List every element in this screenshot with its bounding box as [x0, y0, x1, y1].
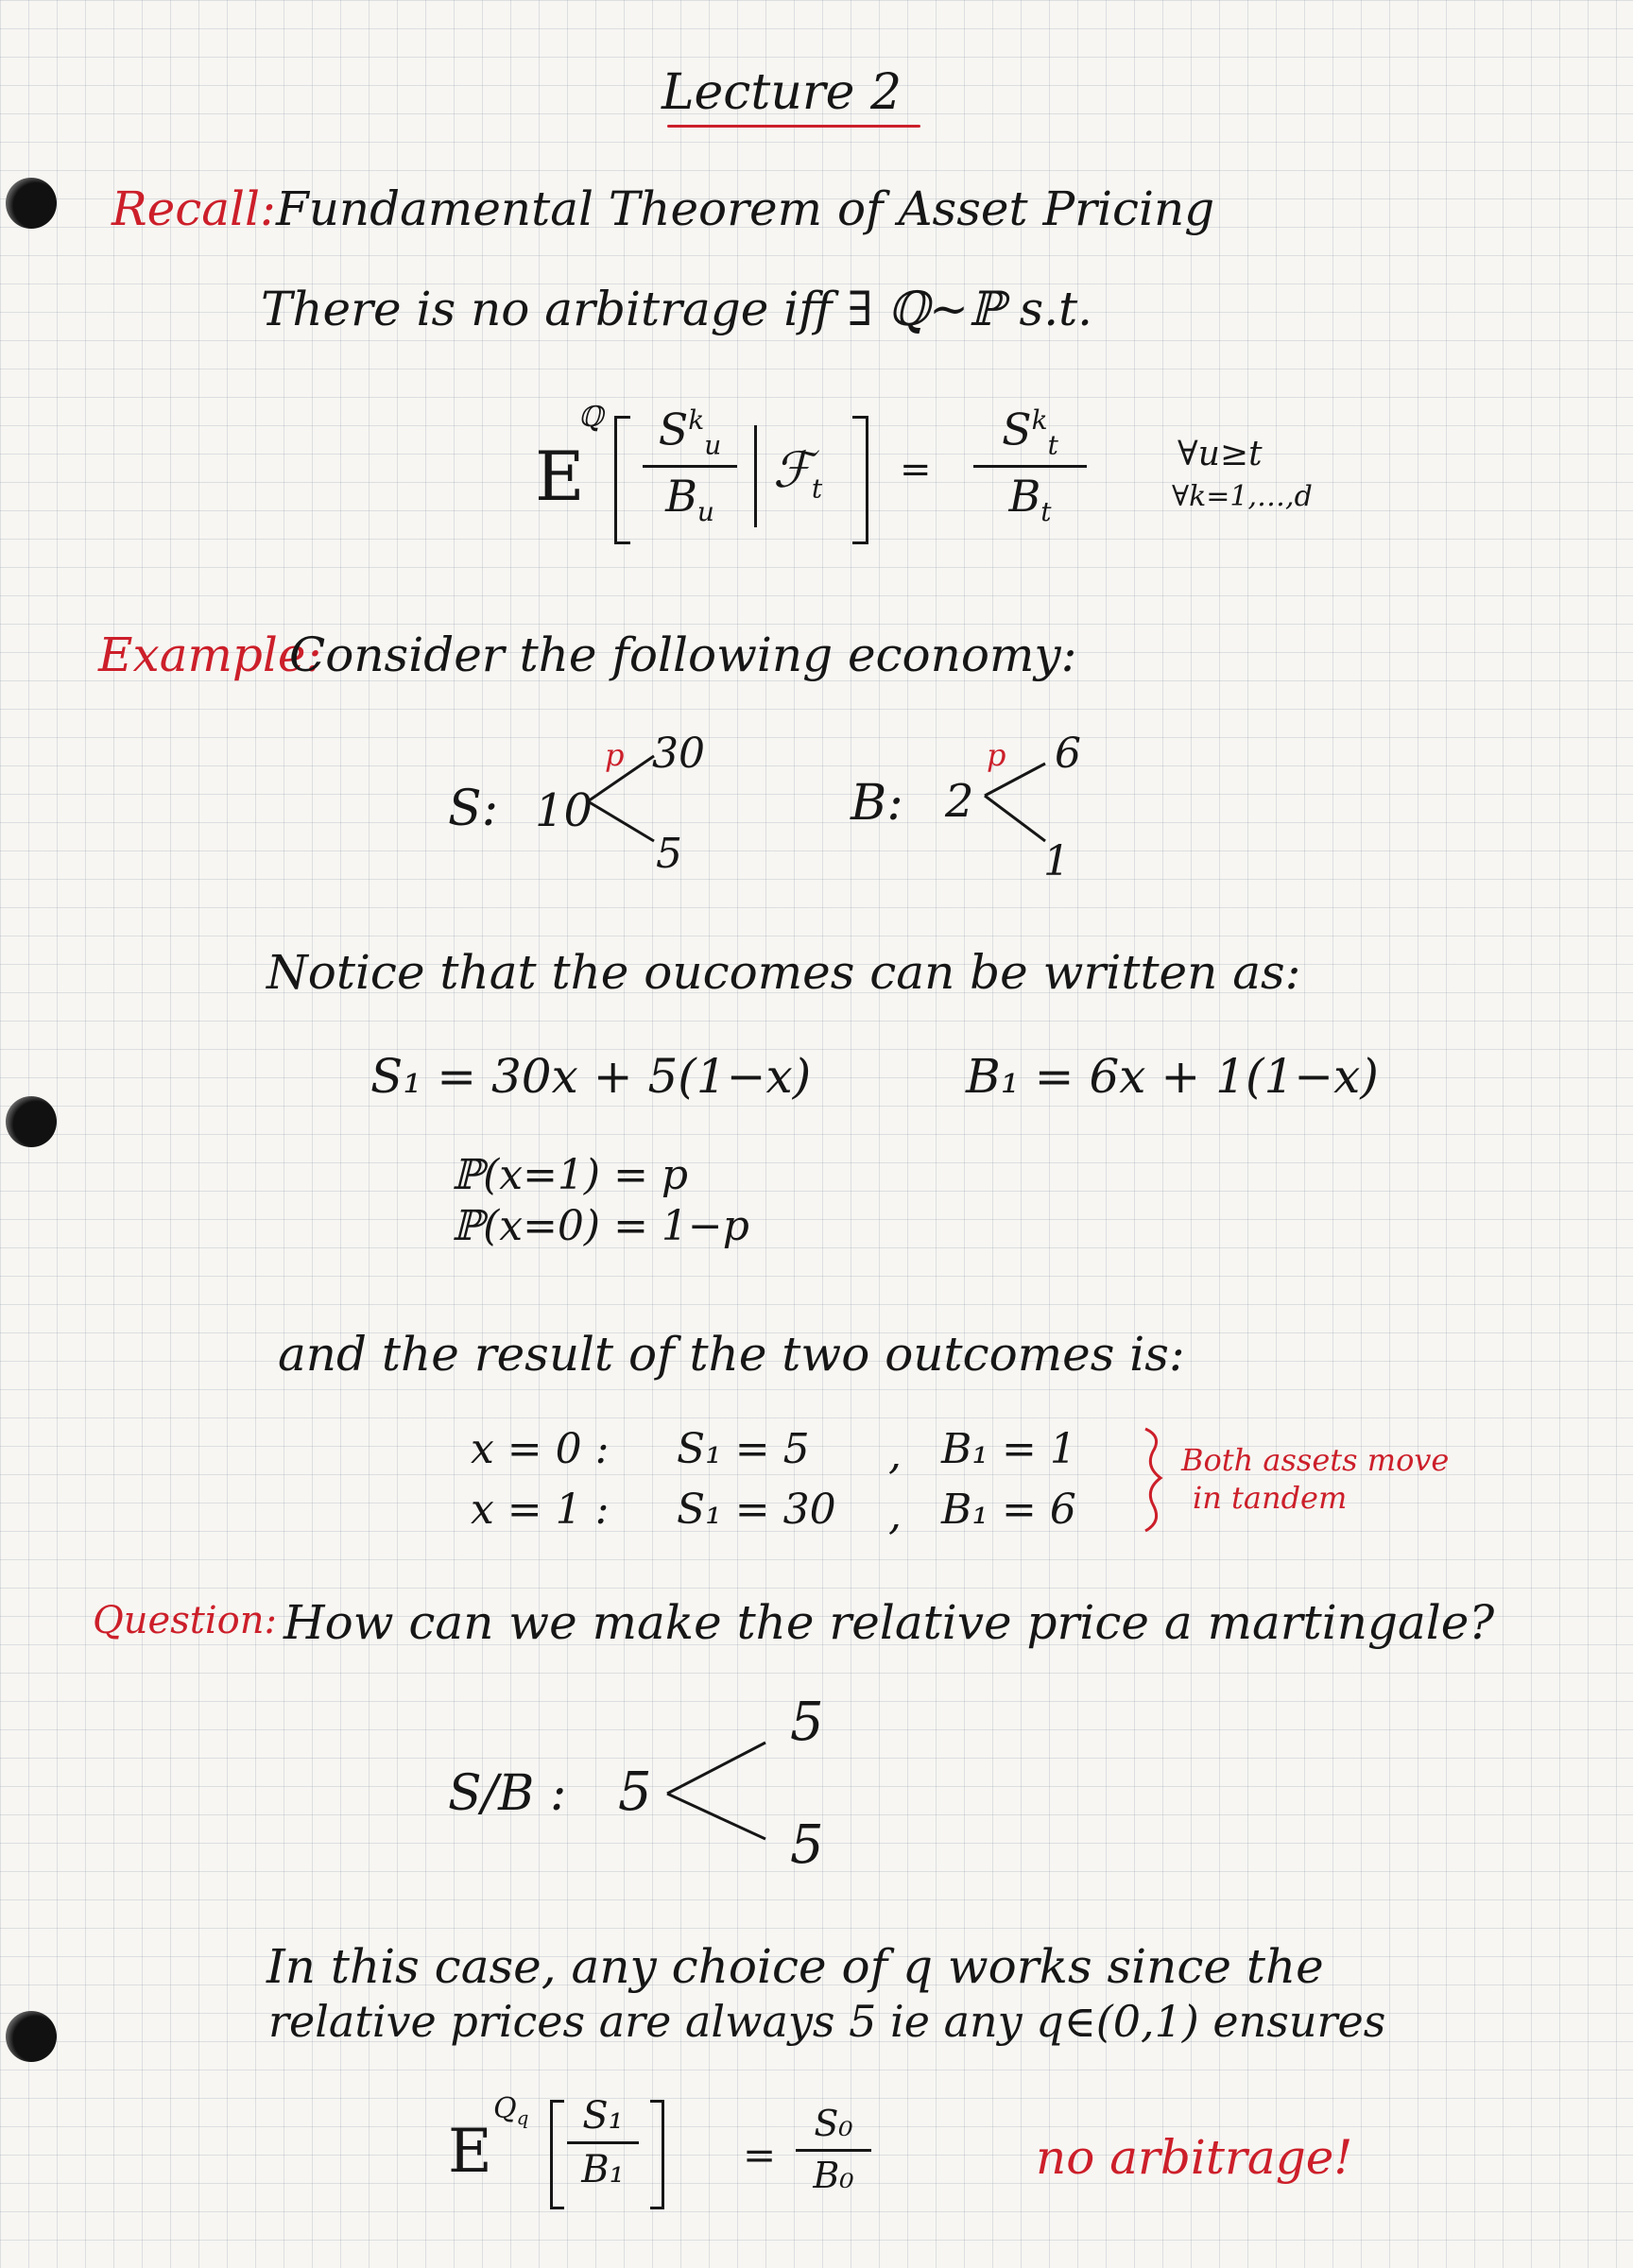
- prob-x-equals-1: ℙ(x=1) = p: [452, 1151, 689, 1199]
- conclusion-line2: relative prices are always 5 ie any q∈(0,1) ensures: [268, 1996, 1386, 2047]
- s1-equation: S₁ = 30x + 5(1−x): [370, 1049, 812, 1104]
- final-left-fraction: S₁ B₁: [567, 2096, 639, 2190]
- outcome-s: S₁ = 5: [677, 1425, 810, 1473]
- ftap-filtration: ℱ$_t$: [773, 442, 823, 505]
- recall-label: Recall:: [112, 181, 276, 236]
- ftap-equals: =: [900, 448, 932, 491]
- sb-tree-root: 5: [618, 1761, 652, 1823]
- outcome-case: x = 1 :: [471, 1486, 610, 1534]
- final-right-fraction: S₀ B₀: [796, 2105, 871, 2195]
- outcome-separator: ,: [888, 1491, 902, 1539]
- b-tree-prob: p: [987, 737, 1006, 773]
- s-tree-root: 10: [535, 784, 593, 837]
- ftap-conditional-bar: [754, 425, 757, 527]
- outcome-b: B₁ = 1: [941, 1425, 1076, 1473]
- s-tree-label: S:: [448, 781, 499, 837]
- s-tree-prob: p: [605, 737, 625, 773]
- binder-hole-top: [6, 178, 57, 229]
- outcome-s: S₁ = 30: [677, 1486, 836, 1534]
- b-tree-up: 6: [1055, 730, 1081, 778]
- sb-tree-down: 5: [790, 1814, 824, 1876]
- conclusion-line1: In this case, any choice of q works since the: [266, 1939, 1324, 1994]
- no-arbitrage-note: no arbitrage!: [1036, 2130, 1353, 2185]
- question-text: How can we make the relative price a martingale?: [284, 1595, 1495, 1650]
- b-tree-root: 2: [945, 775, 974, 828]
- outcome-case: x = 0 :: [471, 1425, 610, 1473]
- recall-heading: Fundamental Theorem of Asset Pricing: [276, 181, 1215, 236]
- b-tree-down: 1: [1043, 837, 1070, 885]
- ftap-right-fraction: $S^k_t$ $B_t$: [973, 406, 1087, 525]
- title-underline: [667, 125, 920, 128]
- sb-tree-label: S/B :: [448, 1765, 567, 1822]
- ftap-expectation: E: [535, 437, 585, 516]
- final-right-bracket: [650, 2100, 664, 2209]
- example-text: Consider the following economy:: [289, 627, 1077, 682]
- ftap-left-bracket: [614, 416, 630, 544]
- sb-tree-branches: [662, 1733, 775, 1847]
- ftap-left-fraction: $S^k_u$ $B_u$: [643, 406, 737, 525]
- b-tree-label: B:: [851, 775, 903, 832]
- final-measure: $Q_q$: [493, 2092, 529, 2129]
- outcome-separator: ,: [888, 1431, 902, 1479]
- final-equals: =: [743, 2132, 777, 2178]
- binder-hole-middle: [6, 1096, 57, 1147]
- tandem-note-line2: in tandem: [1193, 1480, 1348, 1516]
- sb-tree-up: 5: [790, 1692, 824, 1753]
- final-left-bracket: [550, 2100, 564, 2209]
- s-tree-down: 5: [656, 830, 682, 878]
- question-label: Question:: [93, 1599, 277, 1642]
- example-label: Example:: [98, 627, 322, 682]
- notice-text: Notice that the oucomes can be written as:: [266, 945, 1301, 1000]
- ftap-condition-u: ∀u≥t: [1177, 435, 1263, 473]
- final-expectation: E: [448, 2117, 492, 2187]
- ftap-measure: ℚ: [578, 401, 604, 434]
- outcome-b: B₁ = 6: [941, 1486, 1076, 1534]
- tandem-brace: [1138, 1423, 1172, 1537]
- page-title: Lecture 2: [662, 64, 902, 121]
- ftap-condition-k: ∀k=1,…,d: [1172, 480, 1313, 513]
- ftap-right-bracket: [852, 416, 868, 544]
- b1-equation: B₁ = 6x + 1(1−x): [966, 1049, 1379, 1104]
- tandem-note-line1: Both assets move: [1181, 1442, 1450, 1478]
- result-text: and the result of the two outcomes is:: [278, 1327, 1185, 1382]
- s-tree-up: 30: [652, 730, 705, 778]
- ftap-statement: There is no arbitrage iff ∃ ℚ~ℙ s.t.: [261, 282, 1093, 336]
- prob-x-equals-0: ℙ(x=0) = 1−p: [452, 1202, 749, 1250]
- binder-hole-bottom: [6, 2011, 57, 2062]
